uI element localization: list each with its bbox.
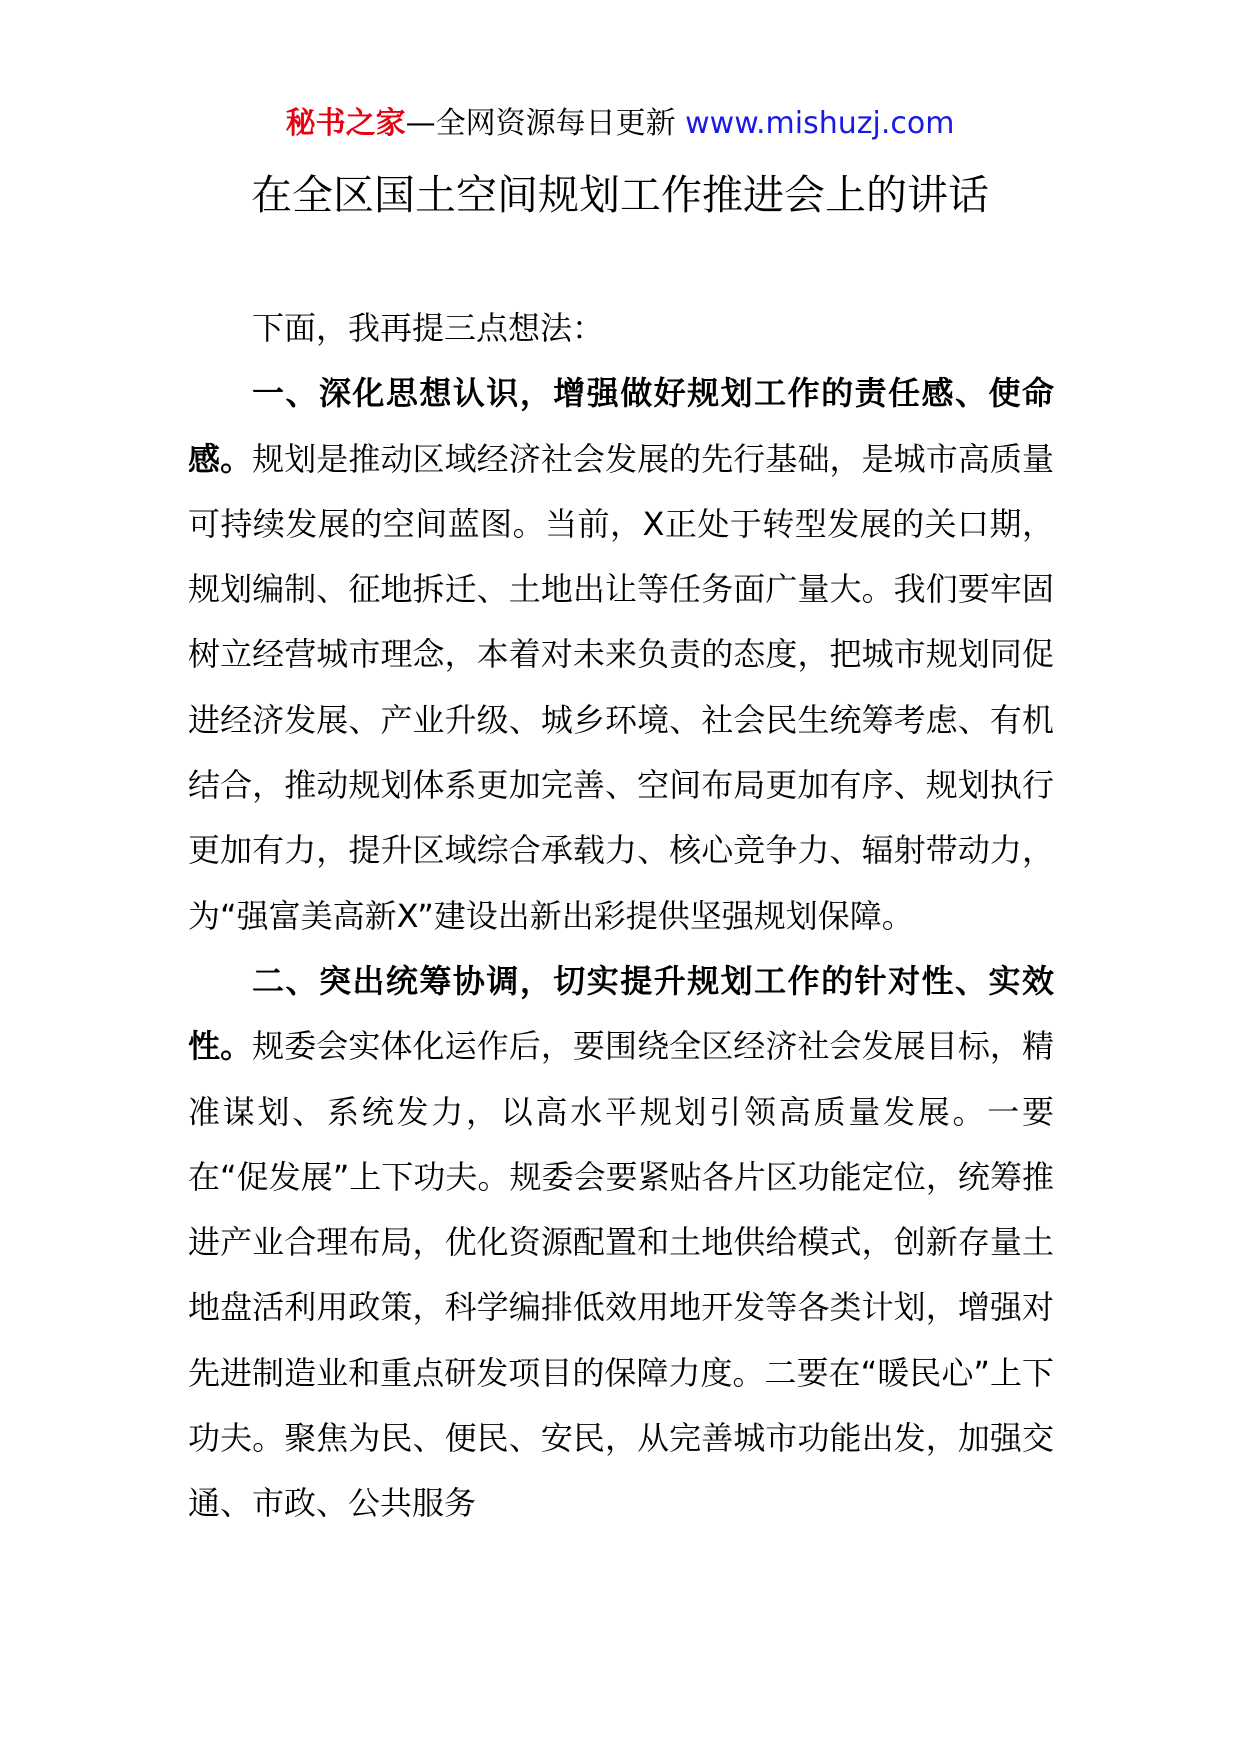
- header-tagline: —全网资源每日更新: [405, 106, 676, 141]
- paragraph-text: 规委会实体化运作后，要围绕全区经济社会发展目标，精准谋划、系统发力，以高水平规划引领高质量发展。一要在“促发展”上下功夫。规委会要紧贴各片区功能定位，统筹推进产业合理布局，优化资源配置和土地供给模式，创新存量土地盘活利用政策，科学编排低效用地开发等各类计划，增强对先进制造业和重点研发项目的保障力度。二要在“暖民心”上下功夫。聚焦为民、便民、安民，从完善城市功能出发，加强交通、市政、公共服务: [188, 1027, 1054, 1523]
- paragraph-point-2: [188, 949, 1054, 1537]
- header-banner: [0, 104, 1240, 144]
- paragraph-lead: 二、突出统筹协调，切实提升规划工作的针对性、实效性。: [188, 961, 1054, 1066]
- paragraph-point-1: [188, 361, 1054, 949]
- paragraph-text: 规划是推动区域经济社会发展的先行基础，是城市高质量可持续发展的空间蓝图。当前，X正处于转型发展的关口期，规划编制、征地拆迁、土地出让等任务面广量大。我们要牢固树立经营城市理念，本着对未来负责的态度，把城市规划同促进经济发展、产业升级、城乡环境、社会民生统筹考虑、有机结合，推动规划体系更加完善、空间布局更加有序、规划执行更加有力，提升区域综合承载力、核心竞争力、辐射带动力，为“强富美高新X”建设出新出彩提供坚强规划保障。: [188, 439, 1054, 935]
- paragraph-intro: [188, 296, 1054, 361]
- site-url-link[interactable]: www.mishuzj.com: [685, 106, 955, 141]
- brand-name: 秘书之家: [285, 106, 406, 141]
- paragraph-text: 下面，我再提三点想法：: [252, 309, 605, 347]
- document-body: [188, 296, 1054, 1537]
- paragraph-lead: 一、深化思想认识，增强做好规划工作的责任感、使命感。: [188, 374, 1054, 478]
- document-title: 在全区国土空间规划工作推进会上的讲话: [251, 171, 989, 219]
